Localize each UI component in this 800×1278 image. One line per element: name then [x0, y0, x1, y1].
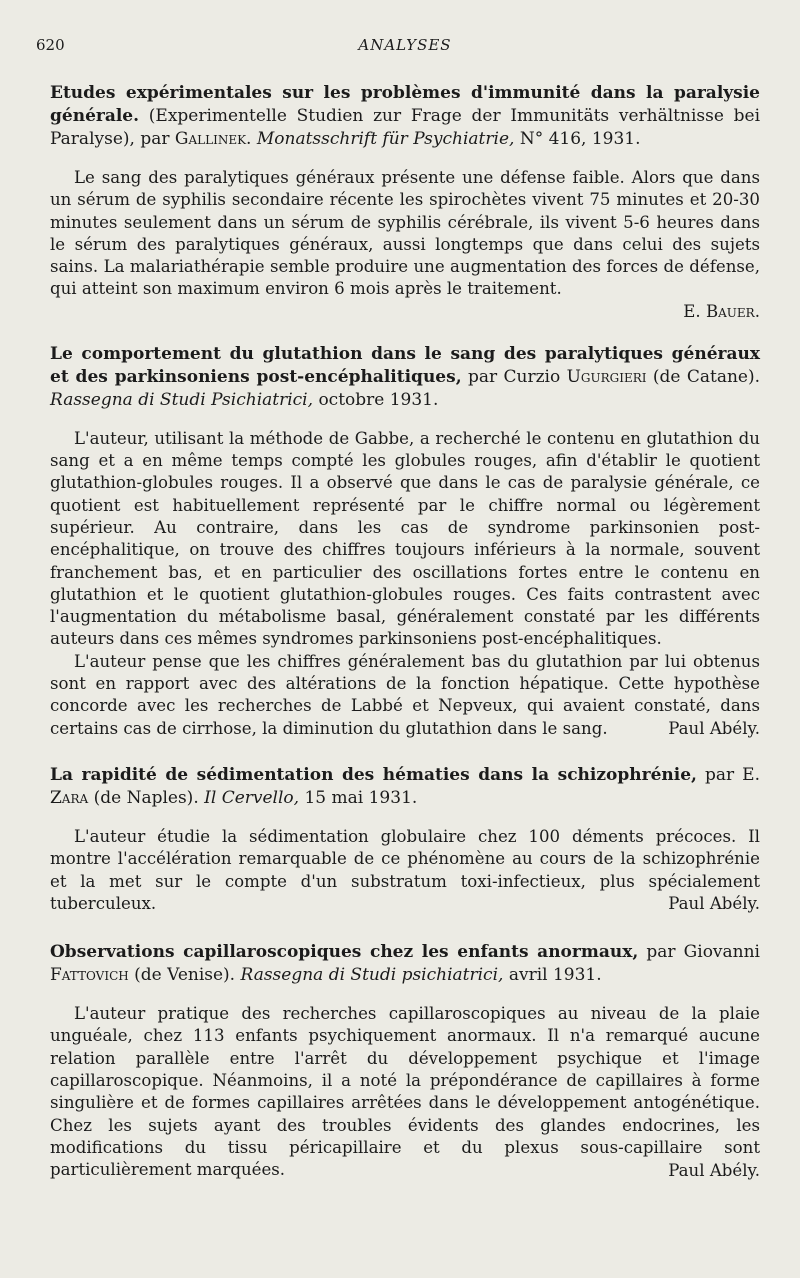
article-paragraph: L'auteur pratique des recherches capillaroscopiques au niveau de la plaie unguéale, chez 113 enfants psychiquement anormaux. Il n'a remarqué aucune relation parallèle entre l'arrêt du développement psychique et l'image capillaroscopique. Néanmoins, il a noté la prépondérance de capillaires à forme singulière et de formes capillaires arrêtées dans le développement antogénétique. Chez les sujets ayant des troubles évidents des glandes endocrines, les modifications du tissu péricapillaire et du plexus sous-capillaire sont particulièrement marquées. [50, 1004, 760, 1180]
article-author-suffix: (de Naples). [93, 787, 199, 808]
article-issue: 15 mai 1931. [304, 787, 418, 808]
article-author: Ugurgieri [566, 366, 647, 387]
article-author-suffix: (de Venise). [134, 965, 236, 986]
article-signature: E. Bauer. [683, 301, 760, 321]
article-heading: Etudes expérimentales sur les problèmes d'immunité dans la paralysie générale. (Experimentelle Studien zur Frage der Immunitäts verhältnisse bei Paralyse), par Gallinek. Monatsschrift für Psychiatrie, N° 416, 1931. [50, 83, 761, 149]
article-heading [50, 343, 760, 412]
article-title: Observations capillaroscopiques chez les enfants anormaux, [50, 942, 639, 963]
article-title: Etudes expérimentales sur les problèmes d'immunité dans la paralysie générale. [50, 83, 760, 126]
article-subtitle: par E. [705, 764, 760, 785]
article-author: Gallinek [174, 129, 247, 149]
article-3 [50, 764, 760, 915]
article-paragraph: L'auteur, utilisant la méthode de Gabbe, a recherché le contenu en glutathion du sang et a en même temps compté les globules rouges, afin d'établir le quotient glutathion-globules rouges. Il a observé que dans le cas de paralysie générale, ce quotient est habituellement représenté par le chiffre normal ou légèrement supérieur. Au contraire, dans les cas de syndrome parkinsonien post-encéphalitique, on trouve des chiffres toujours inférieurs à la normale, souvent franchement bas, et en particulier des oscillations fortes entre le contenu en glutathion et le quotient glutathion-globules rouges. Ces faits contrastent avec l'augmentation du métabolisme basal, généralement constaté par les différents auteurs dans ces mêmes syndromes parkinsoniens post-encéphalitiques. [50, 428, 760, 649]
article-2 [50, 343, 760, 740]
article-issue: octobre 1931. [318, 389, 439, 410]
article-subtitle: par Giovanni [646, 942, 760, 963]
signature-text: Paul Abély. [668, 894, 760, 914]
article-journal: Rassegna di Studi psichiatrici, [240, 965, 504, 986]
signature-text: Paul Abély. [668, 1160, 760, 1180]
article-paragraph: L'auteur pense que les chiffres généralement bas du glutathion par lui obtenus sont en rapport avec des altérations de la fonction hépatique. Cette hypothèse concorde avec les recherches de Labbé et Nepveux, qui avaient constaté, dans certains cas de cirrhose, la diminution du glutathion dans le sang. [50, 651, 760, 738]
running-title: ANALYSES [358, 36, 452, 54]
article-issue: avril 1931. [508, 965, 602, 986]
article-journal: Il Cervello, [204, 787, 300, 808]
article-title: Le comportement du glutathion dans le sang des paralytiques généraux et des parkinsoniens post-encéphalitiques, [50, 343, 760, 387]
article-journal: Rassegna di Studi Psichiatrici, [50, 389, 314, 410]
article-issue: N° 416, 1931. [519, 129, 641, 149]
article-paragraph: L'auteur étudie la sédimentation globulaire chez 100 déments précoces. Il montre l'accélération remarquable de ce phénomène au cours de la schizophrénie et la met sur le compte d'un substratum toxi-infectieux, plus spécialement tuberculeux. [50, 826, 760, 913]
article-author: Fattovich [50, 965, 129, 986]
article-signature [50, 893, 760, 915]
article-subtitle: par Curzio [467, 366, 561, 387]
article-author-suffix: (de Catane). [652, 366, 761, 387]
signature-text: Paul Abély. [668, 718, 760, 738]
article-paragraph: Le sang des paralytiques généraux présente une défense faible. Alors que dans un sérum de syphilis secondaire récente les spirochètes vivent 75 minutes et 20-30 minutes seulement dans un sérum de syphilis cérébrale, ils vivent 5-6 heures dans le sérum des paralytiques généraux, aussi longtemps que dans celui des sujets sains. La malariathérapie semble produire une augmentation des forces de défense, qui atteint son maximum environ 6 mois après le traitement. [50, 168, 760, 299]
article-heading [50, 764, 760, 810]
article-heading [50, 941, 760, 987]
article-journal: Monatsschrift für Psychiatrie, [256, 129, 515, 149]
article-author: Zara [50, 787, 89, 808]
article-1 [50, 82, 760, 323]
article-4 [50, 941, 760, 1181]
running-head [36, 32, 760, 60]
page-number: 620 [36, 36, 65, 54]
article-subtitle: (Experimentelle Studien zur Frage der Immunitäts verhältnisse bei Paralyse), par [50, 106, 761, 149]
article-title: La rapidité de sédimentation des hématies dans la schizophrénie, [50, 764, 697, 785]
